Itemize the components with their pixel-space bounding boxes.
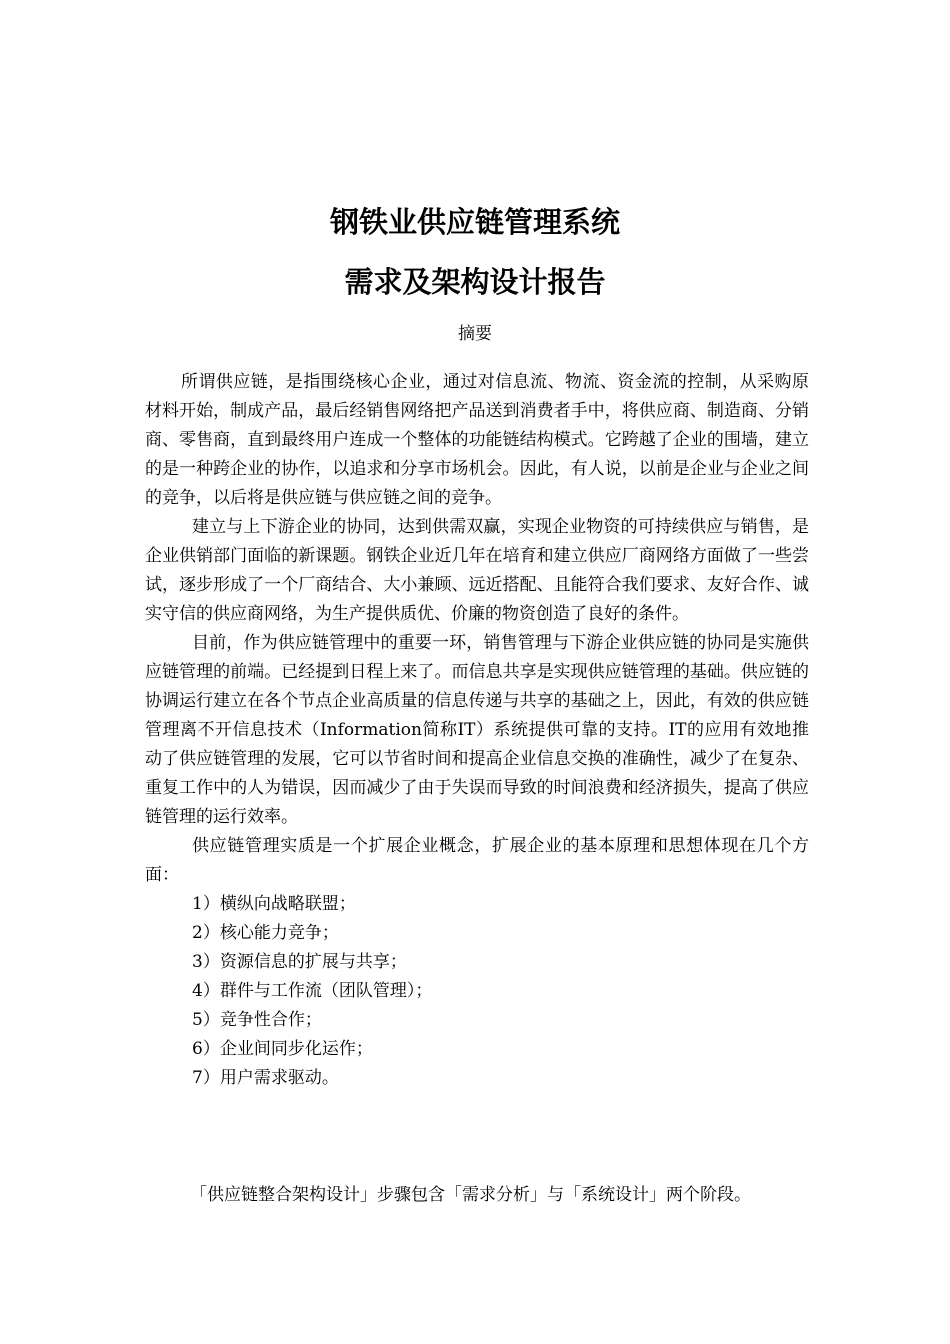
list-item: 7）用户需求驱动。	[192, 1068, 339, 1088]
document-title-line1: 钢铁业供应链管理系统	[329, 205, 620, 239]
list-item: 1）横纵向战略联盟；	[192, 894, 356, 914]
list-item: 4）群件与工作流（团队管理）；	[192, 981, 433, 1001]
closing-sentence: 「供应链整合架构设计」步骤包含「需求分析」与「系统设计」两个阶段。	[190, 1185, 751, 1205]
document-body	[145, 368, 809, 1093]
list-item: 3）资源信息的扩展与共享；	[192, 952, 407, 972]
document-title-line2: 需求及架构设计报告	[344, 265, 606, 299]
principles-list	[145, 890, 809, 1093]
paragraph-3: 目前，作为供应链管理中的重要一环，销售管理与下游企业供应链的协同是实施供应链管理的前端。已经提到日程上来了。而信息共享是实现供应链管理的基础。供应链的协调运行建立在各个节点企业高质量的信息传递与共享的基础之上，因此，有效的供应链管理离不开信息技术（Information简称IT）系统提供可靠的支持。IT的应用有效地推动了供应链管理的发展，它可以节省时间和提高企业信息交换的准确性，减少了在复杂、重复工作中的人为错误，因而减少了由于失误而导致的时间浪费和经济损失，提高了供应链管理的运行效率。	[145, 633, 809, 827]
list-item: 6）企业间同步化运作；	[192, 1039, 373, 1059]
paragraph-1: 所谓供应链，是指围绕核心企业，通过对信息流、物流、资金流的控制，从采购原材料开始，制成产品，最后经销售网络把产品送到消费者手中，将供应商、制造商、分销商、零售商，直到最终用户连成一个整体的功能链结构模式。它跨越了企业的围墙，建立的是一种跨企业的协作，以追求和分享市场机会。因此，有人说，以前是企业与企业之间的竞争，以后将是供应链与供应链之间的竞争。	[145, 372, 809, 508]
paragraph-2: 建立与上下游企业的协同，达到供需双赢，实现企业物资的可持续供应与销售，是企业供销部门面临的新课题。钢铁企业近几年在培育和建立供应厂商网络方面做了一些尝试，逐步形成了一个厂商结合、大小兼顾、远近搭配、且能符合我们要求、友好合作、诚实守信的供应商网络，为生产提供质优、价廉的物资创造了良好的条件。	[145, 517, 809, 624]
paragraph-4: 供应链管理实质是一个扩展企业概念，扩展企业的基本原理和思想体现在几个方面：	[145, 836, 809, 885]
list-item: 2）核心能力竞争；	[192, 923, 339, 943]
abstract-heading: 摘要	[458, 324, 492, 344]
list-item: 5）竞争性合作；	[192, 1010, 322, 1030]
